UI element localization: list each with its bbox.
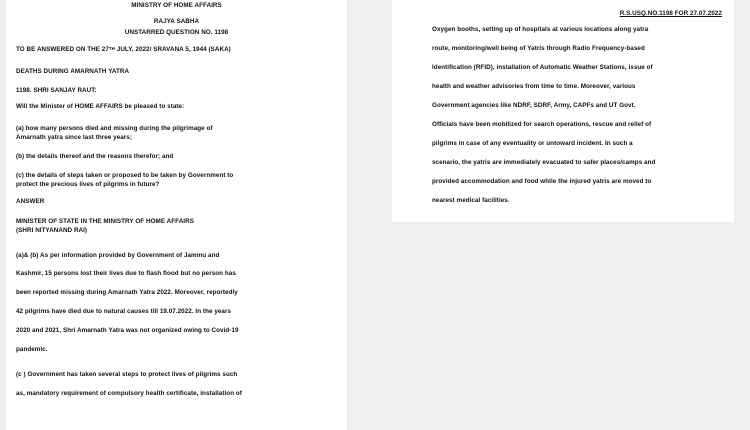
minister-title: MINISTER OF STATE IN THE MINISTRY OF HOME AFFAIRS [16,218,194,225]
answer-continued-line: provided accommodation and food while the injured yatris are moved to [432,178,652,185]
answer-continued-line: Identification (RFID), installation of Automatic Weather Stations, issue of [432,64,653,71]
answer-c-line: (c ) Government has taken several steps to protect lives of pilgrims such [16,371,238,378]
subject-line: DEATHS DURING AMARNATH YATRA [16,68,130,75]
question-c-line-1: (c) the details of steps taken or proposed to be taken by Government to [16,172,234,179]
answer-continued-line: nearest medical facilities. [432,197,510,204]
answer-ab-line: Kashmir, 15 persons lost their lives due to flash flood but no person has [16,270,236,277]
answer-continued-line: health and weather advisories from time to time. Moreover, various [432,83,636,90]
answer-continued-line: Government agencies like NDRF, SDRF, Army, CAPFs and UT Govt. [432,102,636,109]
house-heading: RAJYA SABHA [153,18,200,25]
answer-continued-line: Oxygen booths, setting up of hospitals at various locations along yatra [432,26,649,33]
question-asker: 1198. SHRI SANJAY RAUT: [16,87,97,94]
question-a-line-2: Amarnath yatra since last three years; [16,134,132,141]
question-b: (b) the details thereof and the reasons therefor; and [16,153,174,160]
reference-number: R.S.USQ.NO.1198 FOR 27.07.2022 [619,10,722,17]
answer-ab-line: been reported missing during Amarnath Yatra 2022. Moreover, reportedly [16,289,238,296]
answer-ab-line: 2020 and 2021, Shri Amarnath Yatra was not organized owing to Covid-19 [16,327,239,334]
answer-continued-line: route, monitoring/well being of Yatris through Radio Frequency-based [432,45,645,52]
minister-name: (SHRI NITYANAND RAI) [16,227,88,234]
answer-ab-line: (a)& (b) As per information provided by Government of Jammu and [16,252,220,259]
question-c-line-2: protect the precious lives of pilgrims in future? [16,181,160,188]
answer-continued-line: scenario, the yatris are immediately evacuated to safer places/camps and [432,159,656,166]
document-page-1 [6,0,347,430]
answered-on-line: TO BE ANSWERED ON THE 27TH JULY, 2022/ SRAVANA 5, 1944 (SAKA) [16,46,231,53]
document-page-2 [392,0,734,222]
answer-c-line: as, mandatory requirement of compulsory health certificate, installation of [16,390,242,397]
answer-continued-line: Officials have been mobilized for search operations, rescue and relief of [432,121,652,128]
answer-heading: ANSWER [16,198,45,205]
ministry-heading: MINISTRY OF HOME AFFAIRS [131,2,222,9]
question-number-heading: UNSTARRED QUESTION NO. 1198 [124,29,229,36]
question-a-line-1: (a) how many persons died and missing during the pilgrimage of [16,125,213,132]
answer-continued-line: pilgrims in case of any eventuality or untoward incident. In such a [432,140,633,147]
answer-ab-line: pandemic. [16,346,48,353]
answer-ab-line: 42 pilgrims have died due to natural causes till 19.07.2022. In the years [16,308,232,315]
question-intro: Will the Minister of HOME AFFAIRS be pleased to state: [16,103,185,110]
